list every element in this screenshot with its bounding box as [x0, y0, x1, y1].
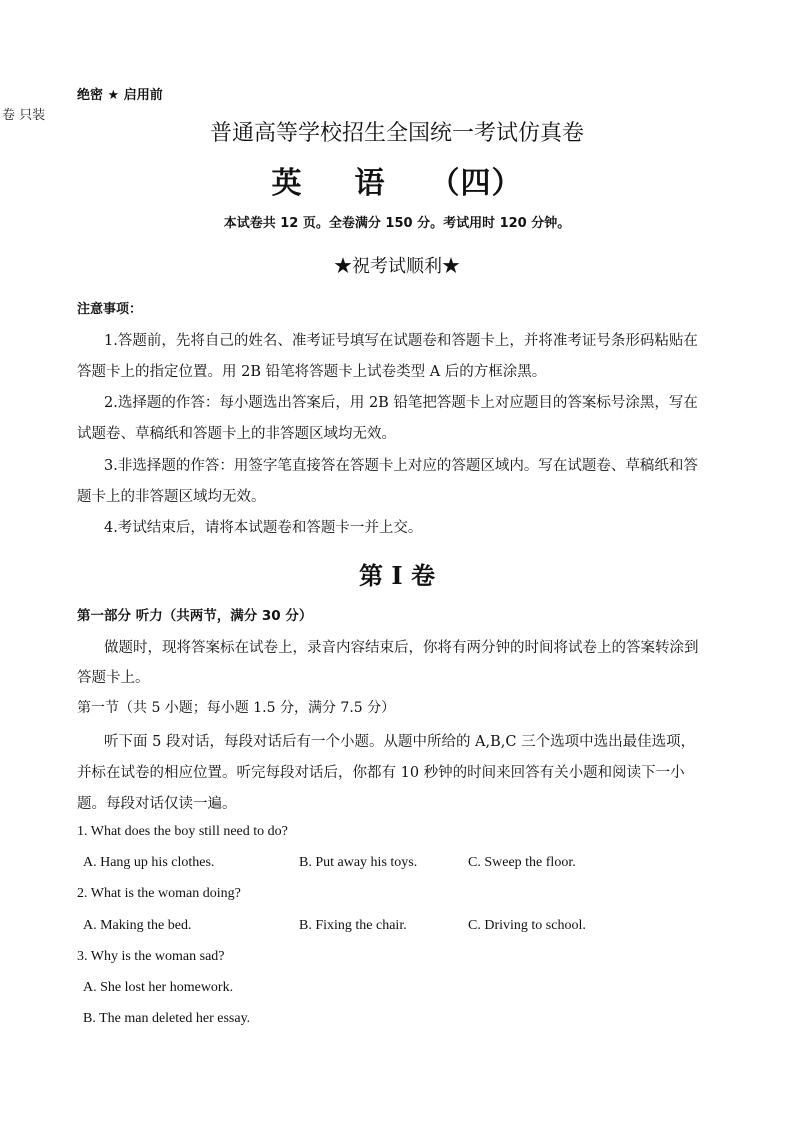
section1-instruction-line: 并标在试卷的相应位置。听完每段对话后，你都有 10 秒钟的时间来回答有关小题和阅读下一小 — [77, 765, 685, 781]
part1-instruction-line: 答题卡上。 — [77, 670, 150, 686]
question-2-option-c: C. Driving to school. — [468, 918, 586, 933]
section1-heading: 第一节（共 5 小题；每小题 1.5 分，满分 7.5 分） — [77, 700, 396, 716]
question-1: 1. What does the boy still need to do? — [77, 824, 288, 839]
question-2: 2. What is the woman doing? — [77, 886, 241, 901]
question-1-option-a: A. Hang up his clothes. — [83, 855, 215, 870]
subject-name-part1: 英 — [271, 166, 303, 201]
subject-title — [0, 158, 794, 202]
note-line: 3.非选择题的作答：用签字笔直接答在答题卡上对应的答题区域内。写在试题卷、草稿纸和答 — [104, 458, 698, 474]
question-3-option-a: A. She lost her homework. — [83, 980, 234, 995]
question-1-option-b: B. Put away his toys. — [299, 855, 418, 870]
exam-info: 本试卷共 12 页。全卷满分 150 分。考试用时 120 分钟。 — [223, 216, 571, 231]
section1-instruction-line: 题。每段对话仅读一遍。 — [77, 796, 237, 812]
note-line: 题卡上的非答题区域均无效。 — [77, 489, 266, 505]
question-1-option-c: C. Sweep the floor. — [468, 855, 576, 870]
part1-instruction-line: 做题时，现将答案标在试卷上，录音内容结束后，你将有两分钟的时间将试卷上的答案转涂到 — [104, 640, 699, 656]
note-line: 答题卡上的指定位置。用 2B 铅笔将答题卡上试卷类型 A 后的方框涂黑。 — [77, 364, 547, 380]
part1-heading: 第一部分 听力（共两节，满分 30 分） — [77, 608, 313, 624]
secret-label: 绝密 ★ 启用前 — [77, 88, 163, 103]
note-line: 2.选择题的作答：每小题选出答案后，用 2B 铅笔把答题卡上对应题目的答案标号涂黑，写在 — [104, 395, 698, 411]
paper-number: （四） — [429, 166, 523, 201]
note-line: 试题卷、草稿纸和答题卡上的非答题区域均无效。 — [77, 426, 396, 442]
notes-heading: 注意事项： — [77, 302, 143, 317]
question-2-option-a: A. Making the bed. — [83, 918, 192, 933]
question-3: 3. Why is the woman sad? — [77, 949, 225, 964]
volume-title: 第 I 卷 — [359, 561, 435, 590]
note-line: 1.答题前，先将自己的姓名、准考证号填写在试题卷和答题卡上，并将准考证号条形码粘贴在 — [104, 333, 698, 349]
question-2-option-b: B. Fixing the chair. — [299, 918, 407, 933]
good-luck-line: ★祝考试顺利★ — [334, 256, 460, 277]
note-line: 4.考试结束后，请将本试题卷和答题卡一并上交。 — [104, 520, 423, 536]
exam-title: 普通高等学校招生全国统一考试仿真卷 — [209, 121, 584, 146]
section1-instruction-line: 听下面 5 段对话，每段对话后有一个小题。从题中所给的 A,B,C 三个选项中选出最佳选项， — [104, 734, 696, 750]
question-3-option-b: B. The man deleted her essay. — [83, 1011, 251, 1026]
subject-name-part2: 语 — [354, 166, 386, 201]
binding-margin-label: 卷 只装 — [2, 108, 46, 123]
